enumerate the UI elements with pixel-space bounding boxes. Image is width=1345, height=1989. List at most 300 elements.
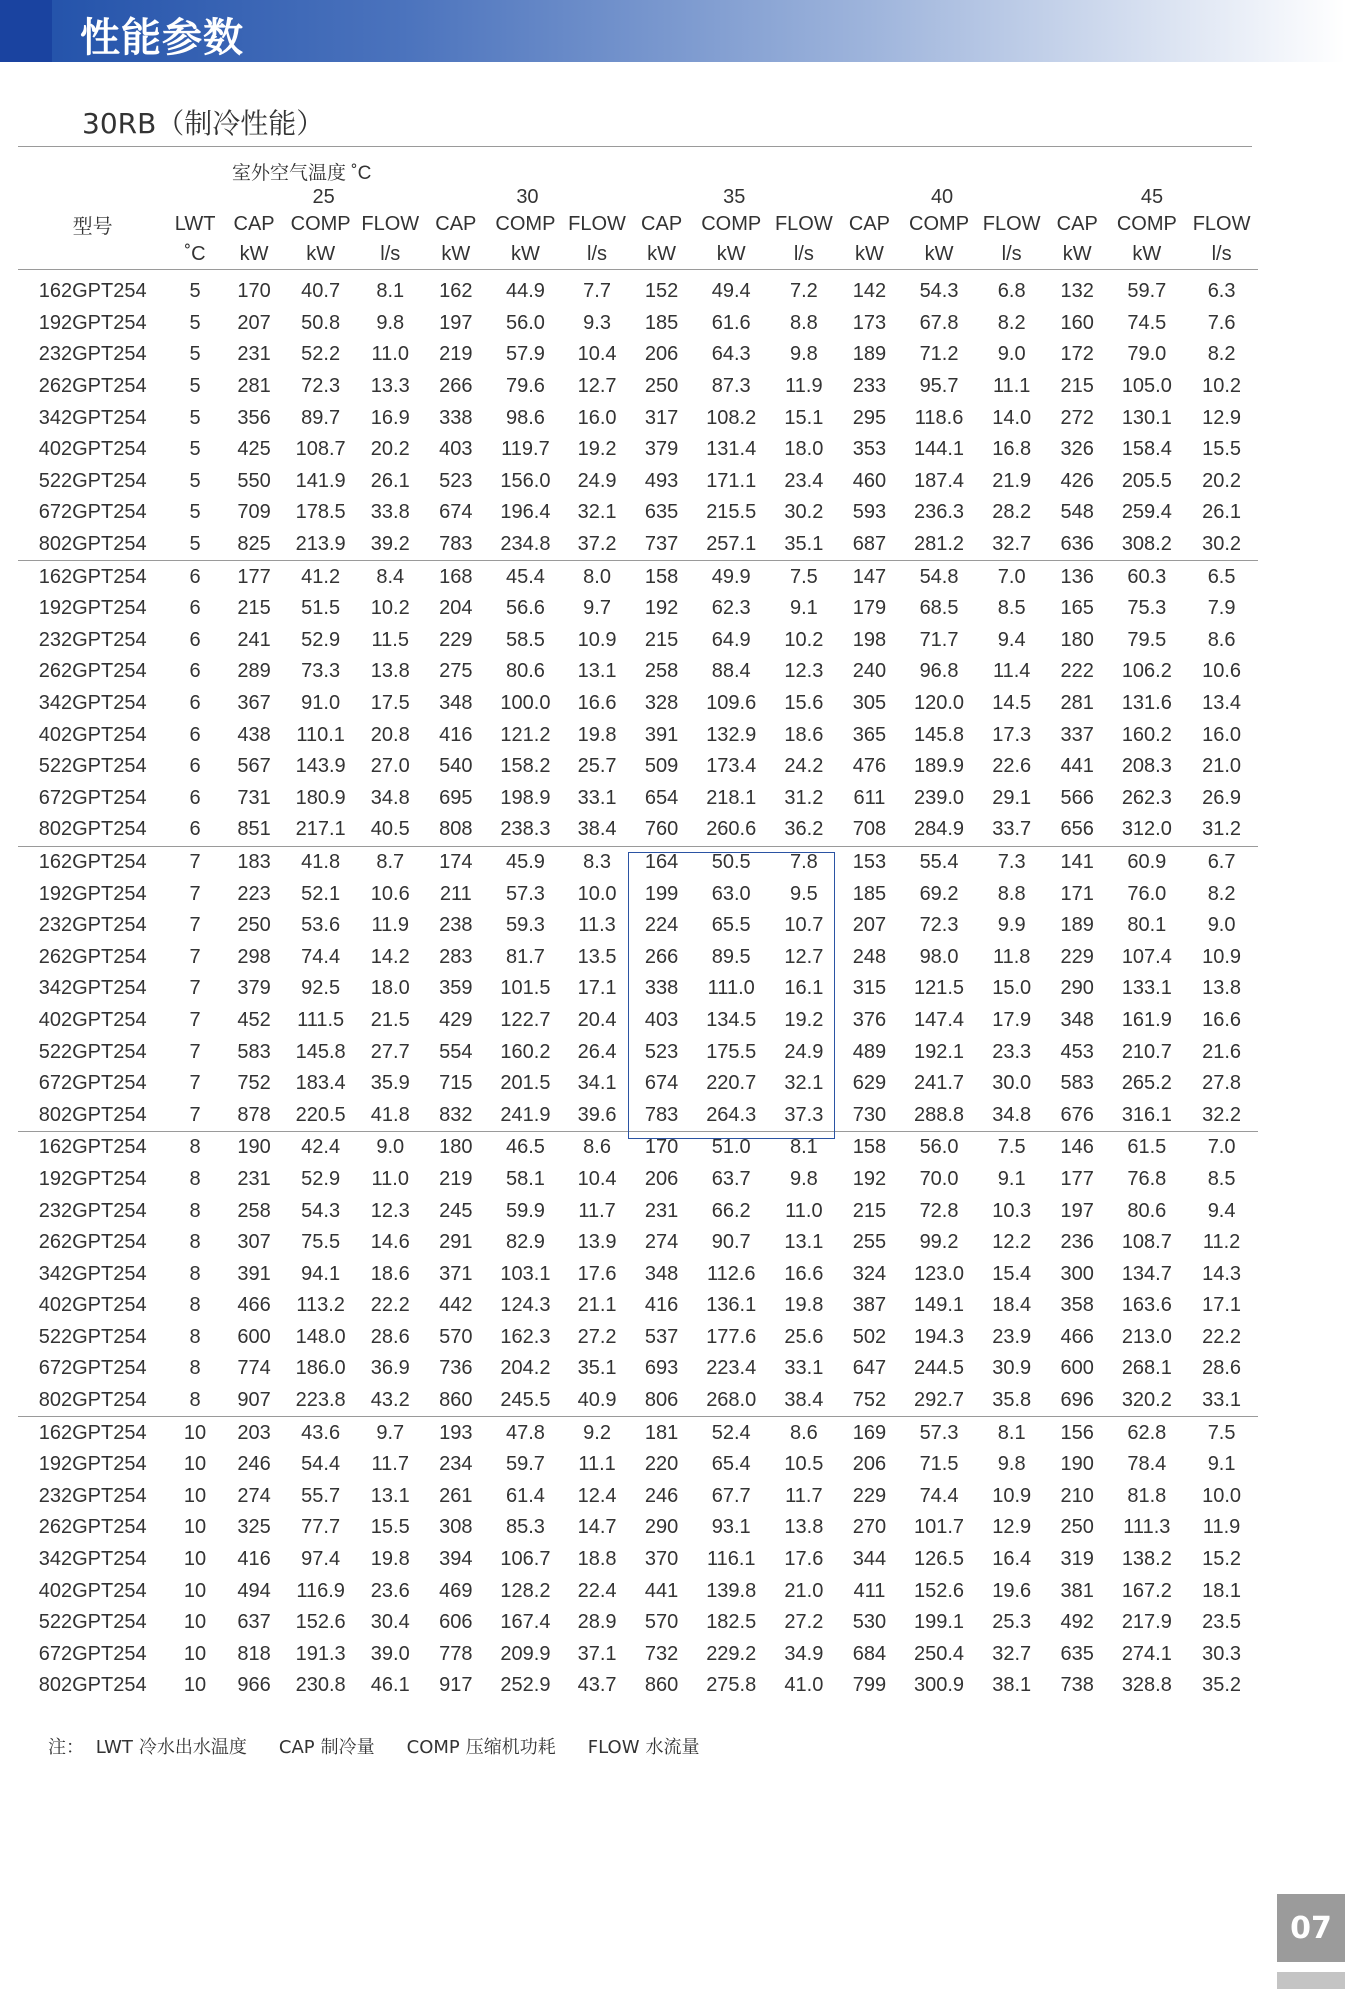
comp-cell: 134.7 bbox=[1121, 1262, 1172, 1285]
flow-cell: 33.1 bbox=[1185, 1385, 1258, 1417]
flow-cell: 40.9 bbox=[564, 1385, 631, 1417]
cap-cell: 808 bbox=[425, 814, 488, 846]
comp-cell: 199.1 bbox=[914, 1611, 965, 1634]
comp-cell: 101.7 bbox=[914, 1516, 965, 1539]
cap-cell: 376 bbox=[852, 1008, 887, 1031]
cap-cell: 220 bbox=[644, 1453, 679, 1476]
comp-cell: 265.2 bbox=[1121, 1072, 1172, 1095]
table-row bbox=[18, 402, 1258, 434]
header-cap: CAP bbox=[848, 213, 890, 235]
model-cell: 342GPT254 bbox=[38, 1262, 147, 1285]
comp-cell: 205.5 bbox=[1121, 469, 1172, 492]
cap-cell: 611 bbox=[853, 786, 886, 809]
footnote-key: FLOW bbox=[587, 1737, 640, 1758]
comp-cell: 213.0 bbox=[1121, 1325, 1172, 1348]
comp-cell: 209.9 bbox=[500, 1642, 551, 1665]
comp-cell: 98.6 bbox=[505, 406, 545, 429]
comp-cell: 71.2 bbox=[919, 343, 959, 366]
comp-cell: 40.7 bbox=[301, 280, 341, 303]
flow-cell: 10.2 bbox=[370, 597, 410, 620]
unit-flow: l/s bbox=[1185, 239, 1258, 270]
table-row bbox=[18, 625, 1258, 657]
table-row bbox=[18, 1195, 1258, 1227]
flow-cell: 6.3 bbox=[1207, 280, 1236, 303]
comp-cell: 72.8 bbox=[919, 1199, 959, 1222]
flow-cell: 32.2 bbox=[1185, 1099, 1258, 1131]
lwt-cell: 7 bbox=[189, 945, 201, 968]
cap-cell: 548 bbox=[1060, 501, 1094, 524]
unit-kw: kW bbox=[1109, 239, 1186, 270]
unit-kw: kW bbox=[425, 239, 488, 270]
flow-cell: 33.1 bbox=[577, 786, 617, 809]
comp-cell: 59.9 bbox=[505, 1199, 545, 1222]
cap-cell: 197 bbox=[1060, 1199, 1094, 1222]
model-cell: 342GPT254 bbox=[38, 406, 147, 429]
cap-cell: 171 bbox=[1060, 882, 1094, 905]
model-cell: 262GPT254 bbox=[38, 660, 147, 683]
flow-cell: 13.4 bbox=[1202, 692, 1242, 715]
cap-cell: 708 bbox=[838, 814, 901, 846]
comp-cell: 85.3 bbox=[505, 1516, 545, 1539]
model-cell: 402GPT254 bbox=[38, 1008, 147, 1031]
flow-cell: 13.8 bbox=[784, 1516, 824, 1539]
comp-cell: 257.1 bbox=[693, 529, 770, 561]
lwt-cell: 8 bbox=[189, 1199, 201, 1222]
lwt-cell: 6 bbox=[189, 755, 201, 778]
model-cell: 162GPT254 bbox=[38, 565, 147, 588]
comp-cell: 50.8 bbox=[301, 311, 341, 334]
model-cell: 802GPT254 bbox=[18, 1099, 167, 1131]
flow-cell: 11.0 bbox=[371, 343, 409, 366]
cap-cell: 567 bbox=[237, 755, 271, 778]
lwt-cell: 7 bbox=[189, 1072, 201, 1095]
lwt-cell: 5 bbox=[189, 280, 201, 303]
lwt-cell: 10 bbox=[183, 1579, 207, 1602]
flow-cell: 17.3 bbox=[992, 723, 1032, 746]
flow-cell: 8.2 bbox=[1207, 343, 1236, 366]
flow-cell: 11.1 bbox=[992, 375, 1031, 398]
cap-cell: 860 bbox=[644, 1674, 679, 1697]
comp-cell: 50.5 bbox=[711, 850, 751, 873]
comp-cell: 126.5 bbox=[914, 1548, 965, 1571]
comp-cell: 59.7 bbox=[505, 1453, 545, 1476]
flow-cell: 9.4 bbox=[1207, 1199, 1236, 1222]
flow-cell: 38.4 bbox=[770, 1385, 839, 1417]
flow-cell: 14.2 bbox=[370, 945, 410, 968]
table-row bbox=[18, 688, 1258, 720]
banner-accent-block bbox=[0, 0, 52, 62]
flow-cell: 21.6 bbox=[1202, 1040, 1242, 1063]
cap-cell: 676 bbox=[1046, 1099, 1109, 1131]
cap-cell: 281 bbox=[1060, 692, 1094, 715]
cap-cell: 600 bbox=[237, 1325, 271, 1348]
comp-cell: 116.9 bbox=[296, 1579, 345, 1602]
comp-cell: 138.2 bbox=[1121, 1548, 1172, 1571]
cap-cell: 147 bbox=[852, 565, 887, 588]
flow-cell: 9.8 bbox=[376, 311, 405, 334]
flow-cell: 38.1 bbox=[992, 1674, 1032, 1697]
flow-cell: 15.5 bbox=[370, 1516, 410, 1539]
comp-cell: 308.2 bbox=[1109, 529, 1186, 561]
comp-cell: 284.9 bbox=[901, 814, 978, 846]
footnote-desc: 压缩机功耗 bbox=[465, 1737, 556, 1758]
flow-cell: 26.1 bbox=[1202, 501, 1242, 524]
comp-cell: 52.2 bbox=[301, 343, 341, 366]
table-row bbox=[18, 1512, 1258, 1544]
page-tab-strip bbox=[1277, 1972, 1345, 1989]
flow-cell: 17.5 bbox=[370, 692, 410, 715]
flow-cell: 16.0 bbox=[577, 406, 617, 429]
comp-cell: 223.4 bbox=[706, 1357, 757, 1380]
table-row bbox=[18, 1607, 1258, 1639]
comp-cell: 189.9 bbox=[914, 755, 965, 778]
comp-cell: 244.5 bbox=[914, 1357, 965, 1380]
flow-cell: 28.9 bbox=[577, 1611, 617, 1634]
comp-cell: 250.4 bbox=[914, 1642, 965, 1665]
unit-kw: kW bbox=[487, 239, 564, 270]
flow-cell: 10.9 bbox=[577, 628, 617, 651]
flow-cell: 6.5 bbox=[1207, 565, 1236, 588]
flow-cell: 35.9 bbox=[370, 1072, 410, 1095]
unit-flow: l/s bbox=[770, 239, 839, 270]
table-row bbox=[18, 719, 1258, 751]
comp-cell: 220.5 bbox=[285, 1099, 356, 1131]
comp-cell: 204.2 bbox=[500, 1357, 551, 1380]
cap-cell: 502 bbox=[852, 1325, 887, 1348]
cap-cell: 674 bbox=[439, 501, 473, 524]
comp-cell: 148.0 bbox=[295, 1325, 346, 1348]
comp-cell: 178.5 bbox=[295, 501, 346, 524]
flow-cell: 9.1 bbox=[1207, 1453, 1236, 1476]
flow-cell: 14.7 bbox=[577, 1516, 617, 1539]
flow-cell: 26.1 bbox=[370, 469, 410, 492]
flow-cell: 31.2 bbox=[1185, 814, 1258, 846]
comp-cell: 158.4 bbox=[1121, 438, 1172, 461]
table-row bbox=[18, 529, 1258, 561]
flow-cell: 8.8 bbox=[997, 882, 1026, 905]
comp-cell: 274.1 bbox=[1121, 1642, 1172, 1665]
cap-cell: 358 bbox=[1060, 1294, 1094, 1317]
header-comp: COMP bbox=[495, 213, 556, 235]
comp-cell: 124.3 bbox=[500, 1294, 551, 1317]
flow-cell: 10.7 bbox=[784, 914, 824, 937]
cap-cell: 192 bbox=[852, 1167, 887, 1190]
comp-cell: 41.8 bbox=[301, 850, 341, 873]
model-cell: 192GPT254 bbox=[38, 311, 147, 334]
header-cap: CAP bbox=[641, 213, 683, 235]
comp-cell: 123.0 bbox=[914, 1262, 965, 1285]
cap-cell: 752 bbox=[237, 1072, 271, 1095]
cap-cell: 142 bbox=[852, 280, 887, 303]
cap-cell: 219 bbox=[439, 343, 473, 366]
flow-cell: 37.3 bbox=[770, 1099, 839, 1131]
footnote-prefix: 注： bbox=[48, 1737, 84, 1758]
flow-cell: 8.4 bbox=[376, 565, 405, 588]
comp-cell: 145.8 bbox=[295, 1040, 346, 1063]
cap-cell: 367 bbox=[237, 692, 271, 715]
table-row bbox=[18, 497, 1258, 529]
flow-cell: 7.3 bbox=[997, 850, 1026, 873]
cap-cell: 295 bbox=[852, 406, 887, 429]
table-row bbox=[18, 751, 1258, 783]
comp-cell: 167.2 bbox=[1121, 1579, 1172, 1602]
cap-cell: 206 bbox=[852, 1453, 887, 1476]
cap-cell: 403 bbox=[439, 438, 473, 461]
comp-cell: 79.0 bbox=[1127, 343, 1167, 366]
cap-cell: 207 bbox=[852, 914, 887, 937]
cap-cell: 441 bbox=[1060, 755, 1094, 778]
lwt-cell: 6 bbox=[189, 597, 201, 620]
lwt-cell: 5 bbox=[189, 375, 201, 398]
cap-cell: 246 bbox=[644, 1484, 679, 1507]
comp-cell: 65.4 bbox=[711, 1453, 751, 1476]
cap-cell: 190 bbox=[1060, 1453, 1094, 1476]
cap-cell: 442 bbox=[439, 1294, 473, 1317]
comp-cell: 264.3 bbox=[693, 1099, 770, 1131]
comp-cell: 192.1 bbox=[914, 1040, 965, 1063]
cap-cell: 270 bbox=[852, 1516, 887, 1539]
cap-cell: 391 bbox=[237, 1262, 271, 1285]
lwt-cell: 6 bbox=[189, 786, 201, 809]
flow-cell: 20.8 bbox=[370, 723, 410, 746]
cap-cell: 229 bbox=[852, 1484, 887, 1507]
comp-cell: 198.9 bbox=[500, 786, 551, 809]
flow-cell: 15.1 bbox=[784, 406, 824, 429]
cap-cell: 215 bbox=[237, 597, 271, 620]
cap-cell: 806 bbox=[630, 1385, 693, 1417]
model-cell: 402GPT254 bbox=[38, 723, 147, 746]
model-cell: 262GPT254 bbox=[38, 945, 147, 968]
lwt-cell: 8 bbox=[189, 1262, 201, 1285]
comp-cell: 80.6 bbox=[505, 660, 545, 683]
footnote-key: COMP bbox=[406, 1737, 460, 1758]
comp-cell: 112.6 bbox=[706, 1262, 756, 1285]
cap-cell: 206 bbox=[644, 343, 679, 366]
cap-cell: 774 bbox=[237, 1357, 271, 1380]
comp-cell: 61.4 bbox=[505, 1484, 545, 1507]
comp-cell: 57.3 bbox=[919, 1421, 959, 1444]
cap-cell: 635 bbox=[644, 501, 679, 524]
flow-cell: 19.2 bbox=[784, 1008, 824, 1031]
flow-cell: 10.0 bbox=[1202, 1484, 1242, 1507]
flow-cell: 13.8 bbox=[370, 660, 410, 683]
table-row bbox=[18, 434, 1258, 466]
comp-cell: 268.1 bbox=[1121, 1357, 1172, 1380]
cap-cell: 291 bbox=[439, 1231, 473, 1254]
cap-cell: 258 bbox=[644, 660, 679, 683]
comp-cell: 65.5 bbox=[711, 914, 751, 937]
flow-cell: 35.1 bbox=[770, 529, 839, 561]
cap-cell: 215 bbox=[644, 628, 679, 651]
comp-cell: 64.9 bbox=[711, 628, 751, 651]
model-cell: 262GPT254 bbox=[38, 375, 147, 398]
comp-cell: 95.7 bbox=[919, 375, 959, 398]
header-flow: FLOW bbox=[361, 213, 420, 235]
cap-cell: 169 bbox=[852, 1421, 887, 1444]
flow-cell: 10.3 bbox=[992, 1199, 1032, 1222]
model-cell: 192GPT254 bbox=[38, 882, 147, 905]
flow-cell: 8.7 bbox=[376, 850, 405, 873]
model-cell: 192GPT254 bbox=[38, 1453, 147, 1476]
model-cell: 342GPT254 bbox=[38, 692, 147, 715]
cap-cell: 540 bbox=[439, 755, 473, 778]
cap-cell: 305 bbox=[852, 692, 887, 715]
flow-cell: 15.6 bbox=[784, 692, 824, 715]
comp-cell: 106.2 bbox=[1121, 660, 1172, 683]
cap-cell: 783 bbox=[630, 1099, 693, 1131]
flow-cell: 30.3 bbox=[1202, 1642, 1242, 1665]
cap-cell: 466 bbox=[237, 1294, 271, 1317]
comp-cell: 230.8 bbox=[295, 1674, 346, 1697]
cap-cell: 290 bbox=[644, 1516, 679, 1539]
comp-cell: 68.5 bbox=[919, 597, 959, 620]
cap-cell: 695 bbox=[439, 786, 473, 809]
flow-cell: 24.2 bbox=[784, 755, 824, 778]
cap-cell: 179 bbox=[852, 597, 887, 620]
flow-cell: 8.2 bbox=[997, 311, 1026, 334]
lwt-cell: 10 bbox=[183, 1421, 207, 1444]
flow-cell: 25.7 bbox=[577, 755, 617, 778]
lwt-cell: 7 bbox=[189, 914, 201, 937]
cap-cell: 132 bbox=[1060, 280, 1094, 303]
cap-cell: 173 bbox=[852, 311, 887, 334]
flow-cell: 10.2 bbox=[784, 628, 824, 651]
flow-cell: 10.6 bbox=[370, 882, 410, 905]
cap-cell: 778 bbox=[439, 1642, 473, 1665]
comp-cell: 239.0 bbox=[914, 786, 965, 809]
comp-cell: 72.3 bbox=[919, 914, 959, 937]
cap-cell: 379 bbox=[644, 438, 679, 461]
cap-cell: 300 bbox=[1060, 1262, 1094, 1285]
cap-cell: 193 bbox=[439, 1421, 473, 1444]
comp-cell: 122.7 bbox=[500, 1008, 551, 1031]
cap-cell: 917 bbox=[439, 1674, 473, 1697]
cap-cell: 164 bbox=[644, 850, 679, 873]
model-cell: 232GPT254 bbox=[38, 1199, 147, 1222]
model-cell: 162GPT254 bbox=[38, 1136, 147, 1159]
table-row bbox=[18, 308, 1258, 340]
cap-cell: 250 bbox=[1060, 1516, 1094, 1539]
flow-cell: 8.1 bbox=[376, 280, 405, 303]
lwt-cell: 5 bbox=[189, 343, 201, 366]
comp-cell: 210.7 bbox=[1121, 1040, 1172, 1063]
flow-cell: 9.8 bbox=[997, 1453, 1026, 1476]
lwt-cell: 6 bbox=[189, 692, 201, 715]
cap-cell: 246 bbox=[237, 1453, 271, 1476]
cap-cell: 266 bbox=[439, 375, 473, 398]
comp-cell: 160.2 bbox=[500, 1040, 551, 1063]
flow-cell: 11.9 bbox=[785, 375, 823, 398]
flow-cell: 7.2 bbox=[789, 280, 818, 303]
table-row bbox=[18, 270, 1258, 308]
flow-cell: 41.8 bbox=[356, 1099, 425, 1131]
comp-cell: 234.8 bbox=[487, 529, 564, 561]
comp-cell: 141.9 bbox=[295, 469, 346, 492]
cap-cell: 493 bbox=[644, 469, 679, 492]
flow-cell: 8.2 bbox=[1207, 882, 1236, 905]
model-cell: 522GPT254 bbox=[38, 469, 147, 492]
comp-cell: 52.9 bbox=[301, 1167, 341, 1190]
comp-cell: 45.9 bbox=[505, 850, 545, 873]
table-row bbox=[18, 1164, 1258, 1196]
model-cell: 192GPT254 bbox=[38, 597, 147, 620]
cap-cell: 238 bbox=[439, 914, 473, 937]
cap-cell: 338 bbox=[644, 977, 679, 1000]
table-row bbox=[18, 593, 1258, 625]
comp-cell: 71.7 bbox=[919, 628, 959, 651]
comp-cell: 113.2 bbox=[296, 1294, 345, 1317]
flow-cell: 16.6 bbox=[577, 692, 617, 715]
flow-cell: 21.1 bbox=[577, 1294, 617, 1317]
model-cell: 802GPT254 bbox=[18, 529, 167, 561]
lwt-cell: 10 bbox=[183, 1642, 207, 1665]
flow-cell: 18.4 bbox=[992, 1294, 1032, 1317]
comp-cell: 54.3 bbox=[301, 1199, 341, 1222]
footnote-key: LWT bbox=[95, 1737, 133, 1758]
flow-cell: 19.8 bbox=[577, 723, 617, 746]
comp-cell: 288.8 bbox=[901, 1099, 978, 1131]
comp-cell: 128.2 bbox=[500, 1579, 551, 1602]
cap-cell: 416 bbox=[237, 1548, 271, 1571]
comp-cell: 108.7 bbox=[295, 438, 346, 461]
table-row bbox=[18, 1290, 1258, 1322]
cap-cell: 353 bbox=[852, 438, 887, 461]
unit-kw: kW bbox=[693, 239, 770, 270]
cap-cell: 170 bbox=[644, 1136, 679, 1159]
flow-cell: 24.9 bbox=[784, 1040, 824, 1063]
cap-cell: 307 bbox=[237, 1231, 271, 1254]
comp-cell: 67.8 bbox=[919, 311, 959, 334]
comp-cell: 79.5 bbox=[1127, 628, 1167, 651]
comp-cell: 139.8 bbox=[706, 1579, 757, 1602]
comp-cell: 77.7 bbox=[301, 1516, 341, 1539]
comp-cell: 108.2 bbox=[706, 406, 757, 429]
table-row bbox=[18, 656, 1258, 688]
comp-cell: 69.2 bbox=[919, 882, 959, 905]
header-comp: COMP bbox=[290, 213, 351, 235]
flow-cell: 18.0 bbox=[370, 977, 410, 1000]
flow-cell: 30.4 bbox=[370, 1611, 410, 1634]
comp-cell: 145.8 bbox=[914, 723, 965, 746]
cap-cell: 570 bbox=[644, 1611, 679, 1634]
cap-cell: 172 bbox=[1060, 343, 1094, 366]
flow-cell: 7.5 bbox=[1207, 1421, 1236, 1444]
cap-cell: 356 bbox=[237, 406, 271, 429]
cap-cell: 523 bbox=[439, 469, 473, 492]
comp-cell: 56.6 bbox=[505, 597, 545, 620]
comp-cell: 74.4 bbox=[919, 1484, 959, 1507]
flow-cell: 9.0 bbox=[376, 1136, 405, 1159]
comp-cell: 215.5 bbox=[706, 501, 757, 524]
header-comp: COMP bbox=[909, 213, 970, 235]
cap-cell: 236 bbox=[1060, 1231, 1094, 1254]
comp-cell: 109.6 bbox=[706, 692, 757, 715]
comp-cell: 177.6 bbox=[706, 1325, 757, 1348]
flow-cell: 7.5 bbox=[997, 1136, 1026, 1159]
flow-cell: 9.1 bbox=[789, 597, 818, 620]
comp-cell: 51.5 bbox=[301, 597, 341, 620]
model-cell: 522GPT254 bbox=[38, 1040, 147, 1063]
flow-cell: 16.1 bbox=[784, 977, 824, 1000]
cap-cell: 537 bbox=[644, 1325, 679, 1348]
cap-cell: 261 bbox=[439, 1484, 473, 1507]
comp-cell: 213.9 bbox=[285, 529, 356, 561]
cap-cell: 231 bbox=[237, 343, 271, 366]
flow-cell: 11.3 bbox=[578, 914, 616, 937]
flow-cell: 30.2 bbox=[1185, 529, 1258, 561]
comp-cell: 158.2 bbox=[500, 755, 551, 778]
comp-cell: 64.3 bbox=[711, 343, 751, 366]
